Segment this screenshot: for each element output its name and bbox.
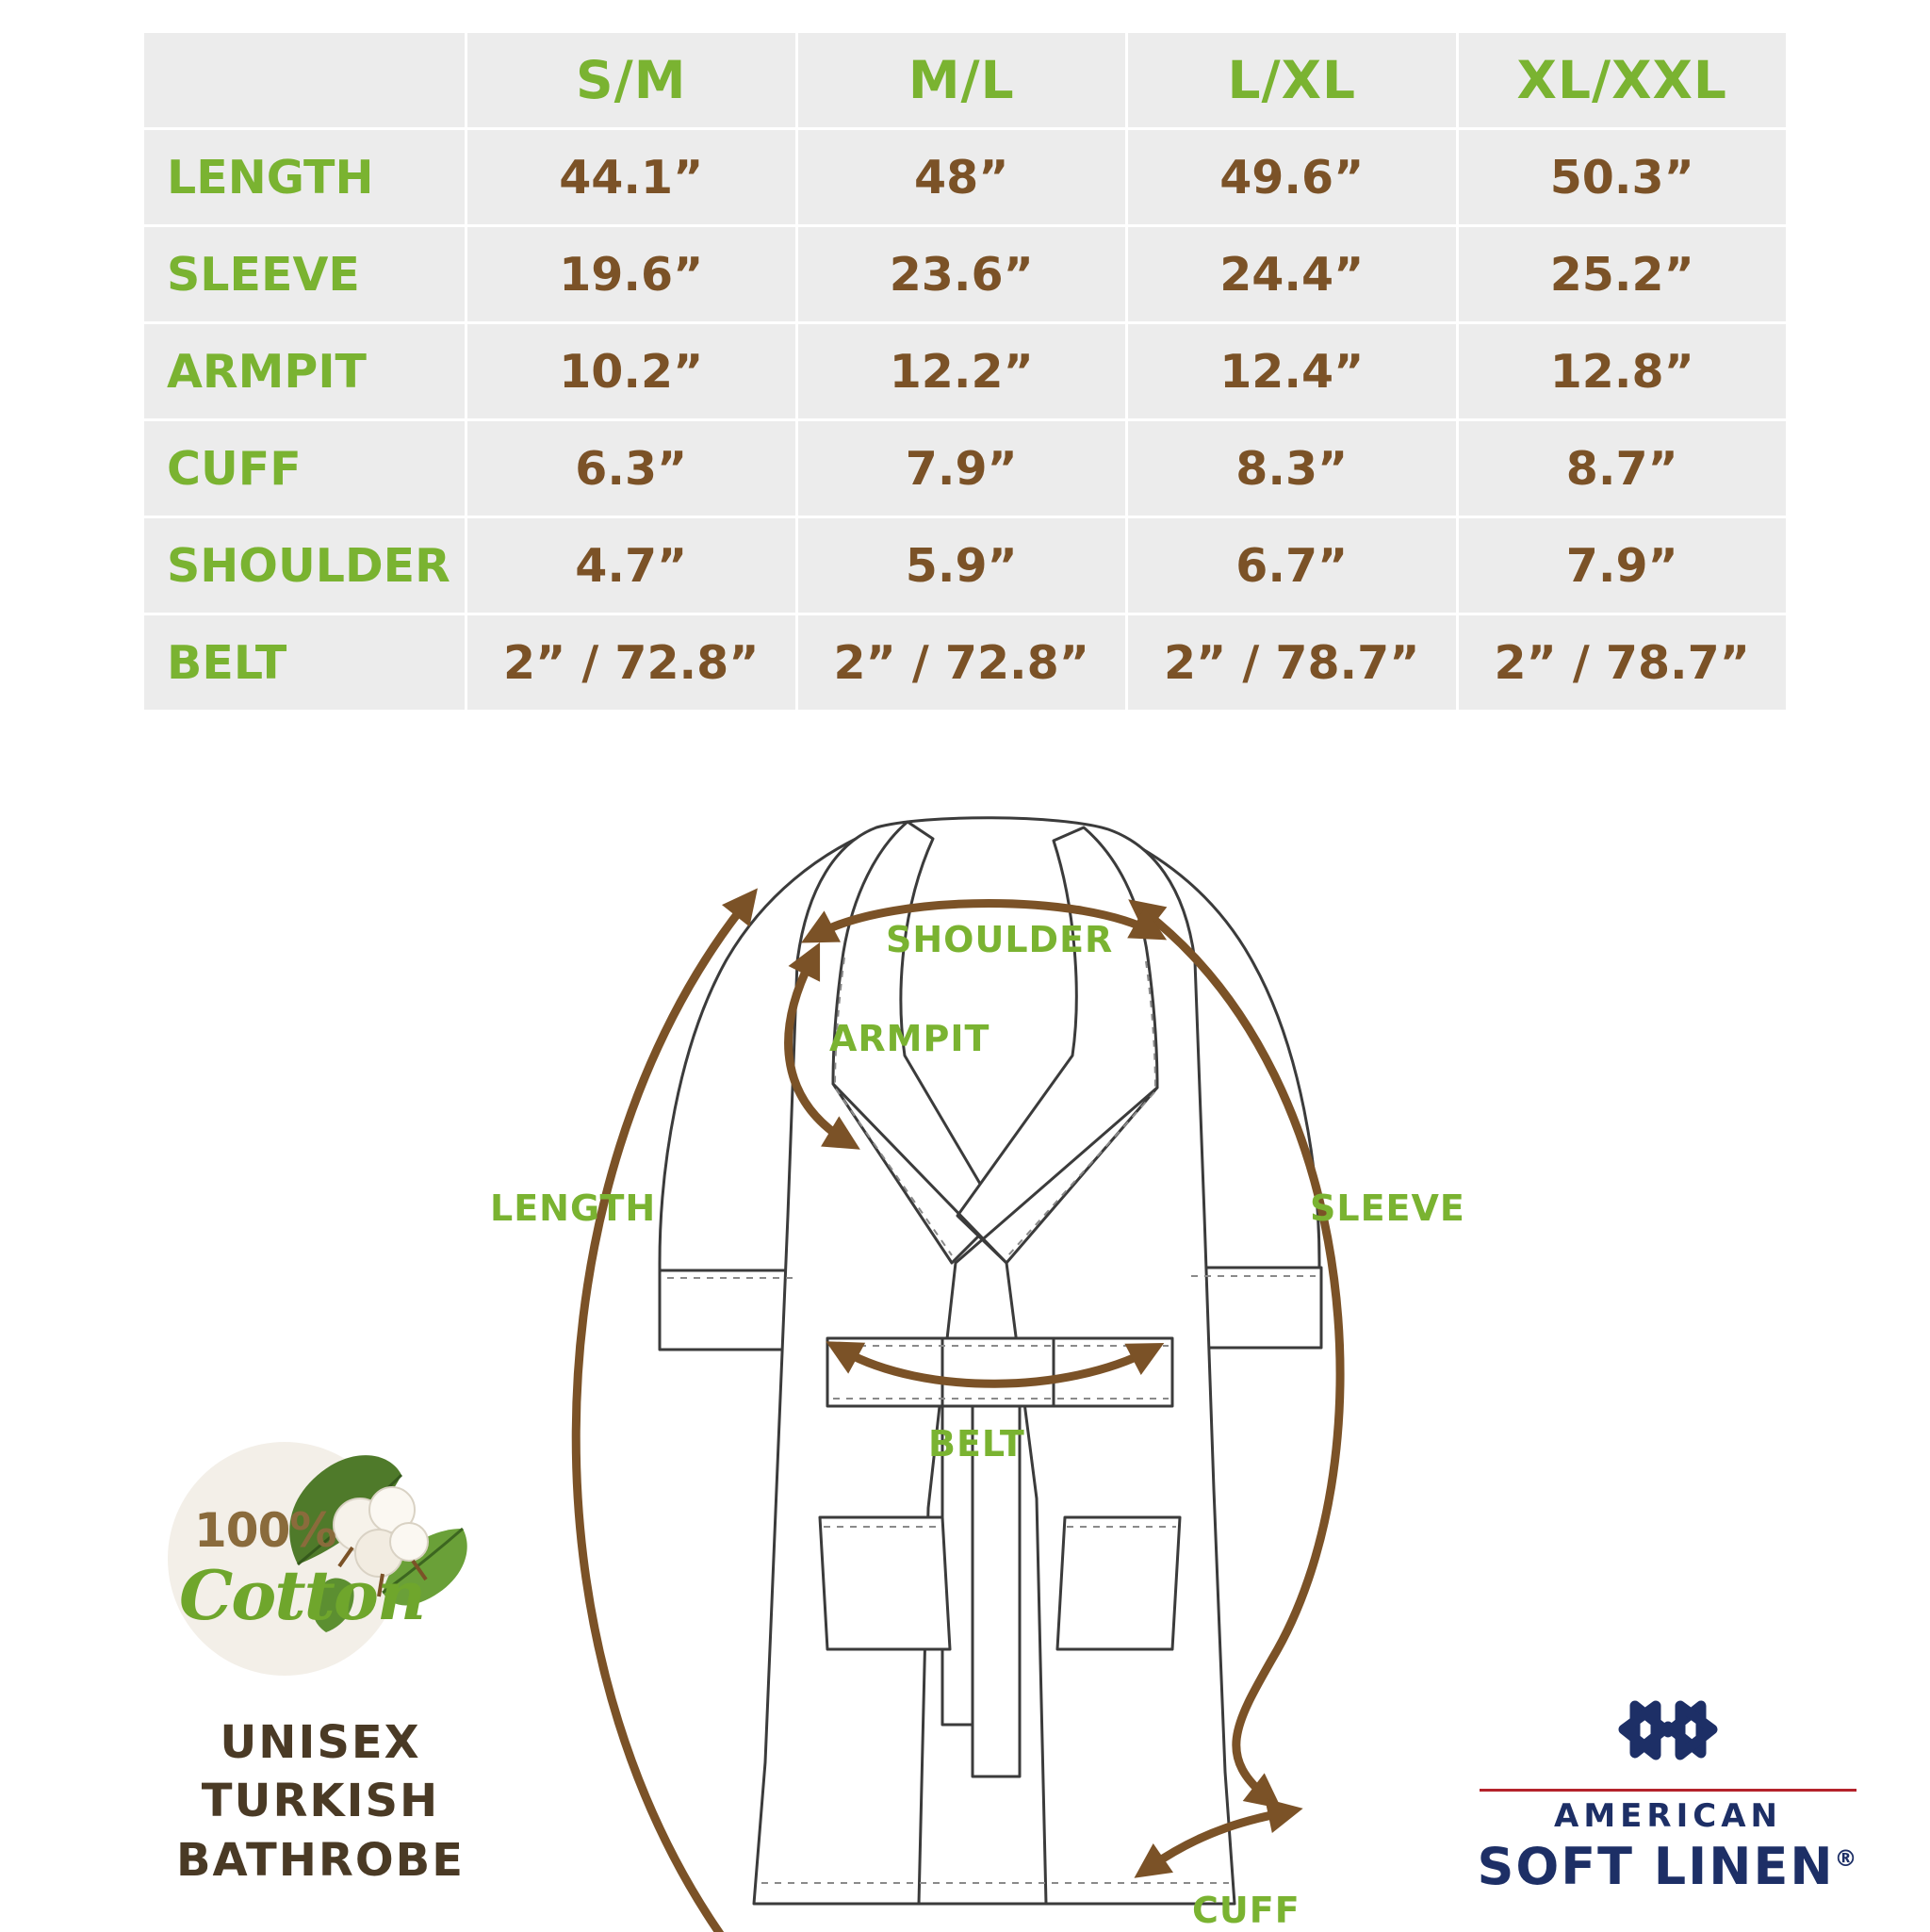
table-row bbox=[143, 614, 1788, 712]
product-title-line-3: BATHROBE bbox=[175, 1833, 466, 1887]
label-cuff: CUFF bbox=[1192, 1890, 1300, 1931]
cell-length-xlxxl: 50.3” bbox=[1457, 129, 1788, 226]
cell-shoulder-lxl: 6.7” bbox=[1127, 517, 1458, 614]
label-belt: BELT bbox=[928, 1423, 1025, 1465]
brand-divider bbox=[1480, 1789, 1856, 1792]
row-label-length: LENGTH bbox=[143, 129, 466, 226]
product-title-line-1: UNISEX bbox=[220, 1716, 421, 1769]
brand-line-2: SOFT LINEN® bbox=[1477, 1837, 1859, 1896]
size-header-lxl: L/XL bbox=[1127, 32, 1458, 129]
cell-belt-xlxxl: 2” / 78.7” bbox=[1457, 614, 1788, 712]
badge-percent: 100% bbox=[194, 1503, 336, 1558]
cell-sleeve-xlxxl: 25.2” bbox=[1457, 226, 1788, 323]
label-length: LENGTH bbox=[490, 1187, 657, 1229]
cell-length-sm: 44.1” bbox=[466, 129, 797, 226]
registered-mark: ® bbox=[1834, 1845, 1859, 1872]
cell-shoulder-xlxxl: 7.9” bbox=[1457, 517, 1788, 614]
table-corner-cell bbox=[143, 32, 466, 129]
cell-belt-lxl: 2” / 78.7” bbox=[1127, 614, 1458, 712]
cell-cuff-xlxxl: 8.7” bbox=[1457, 420, 1788, 517]
cell-length-lxl: 49.6” bbox=[1127, 129, 1458, 226]
row-label-shoulder: SHOULDER bbox=[143, 517, 466, 614]
size-chart-table bbox=[141, 30, 1789, 712]
knot-logo-icon bbox=[1597, 1678, 1739, 1781]
cell-armpit-xlxxl: 12.8” bbox=[1457, 323, 1788, 420]
cell-sleeve-ml: 23.6” bbox=[796, 226, 1127, 323]
product-title-line-2: TURKISH bbox=[201, 1775, 440, 1828]
cell-sleeve-lxl: 24.4” bbox=[1127, 226, 1458, 323]
row-label-armpit: ARMPIT bbox=[143, 323, 466, 420]
table-row bbox=[143, 129, 1788, 226]
label-armpit: ARMPIT bbox=[829, 1018, 990, 1059]
table-header-row bbox=[143, 32, 1788, 129]
cell-cuff-sm: 6.3” bbox=[466, 420, 797, 517]
cell-belt-sm: 2” / 72.8” bbox=[466, 614, 797, 712]
cotton-badge bbox=[158, 1423, 469, 1706]
cell-sleeve-sm: 19.6” bbox=[466, 226, 797, 323]
brand-logo bbox=[1470, 1678, 1866, 1896]
size-header-sm: S/M bbox=[466, 32, 797, 129]
cell-length-ml: 48” bbox=[796, 129, 1127, 226]
row-label-sleeve: SLEEVE bbox=[143, 226, 466, 323]
row-label-belt: BELT bbox=[143, 614, 466, 712]
table-row bbox=[143, 226, 1788, 323]
table-row bbox=[143, 323, 1788, 420]
size-header-ml: M/L bbox=[796, 32, 1127, 129]
cell-shoulder-ml: 5.9” bbox=[796, 517, 1127, 614]
label-shoulder: SHOULDER bbox=[886, 919, 1114, 960]
cell-armpit-sm: 10.2” bbox=[466, 323, 797, 420]
cell-belt-ml: 2” / 72.8” bbox=[796, 614, 1127, 712]
size-header-xlxxl: XL/XXL bbox=[1457, 32, 1788, 129]
table-row bbox=[143, 517, 1788, 614]
cell-cuff-ml: 7.9” bbox=[796, 420, 1127, 517]
cell-armpit-ml: 12.2” bbox=[796, 323, 1127, 420]
cell-cuff-lxl: 8.3” bbox=[1127, 420, 1458, 517]
badge-material: Cotton bbox=[179, 1555, 425, 1635]
label-sleeve: SLEEVE bbox=[1310, 1187, 1465, 1229]
brand-line-1: AMERICAN bbox=[1554, 1797, 1782, 1835]
table-row bbox=[143, 420, 1788, 517]
cell-shoulder-sm: 4.7” bbox=[466, 517, 797, 614]
row-label-cuff: CUFF bbox=[143, 420, 466, 517]
cell-armpit-lxl: 12.4” bbox=[1127, 323, 1458, 420]
product-title bbox=[113, 1713, 528, 1890]
